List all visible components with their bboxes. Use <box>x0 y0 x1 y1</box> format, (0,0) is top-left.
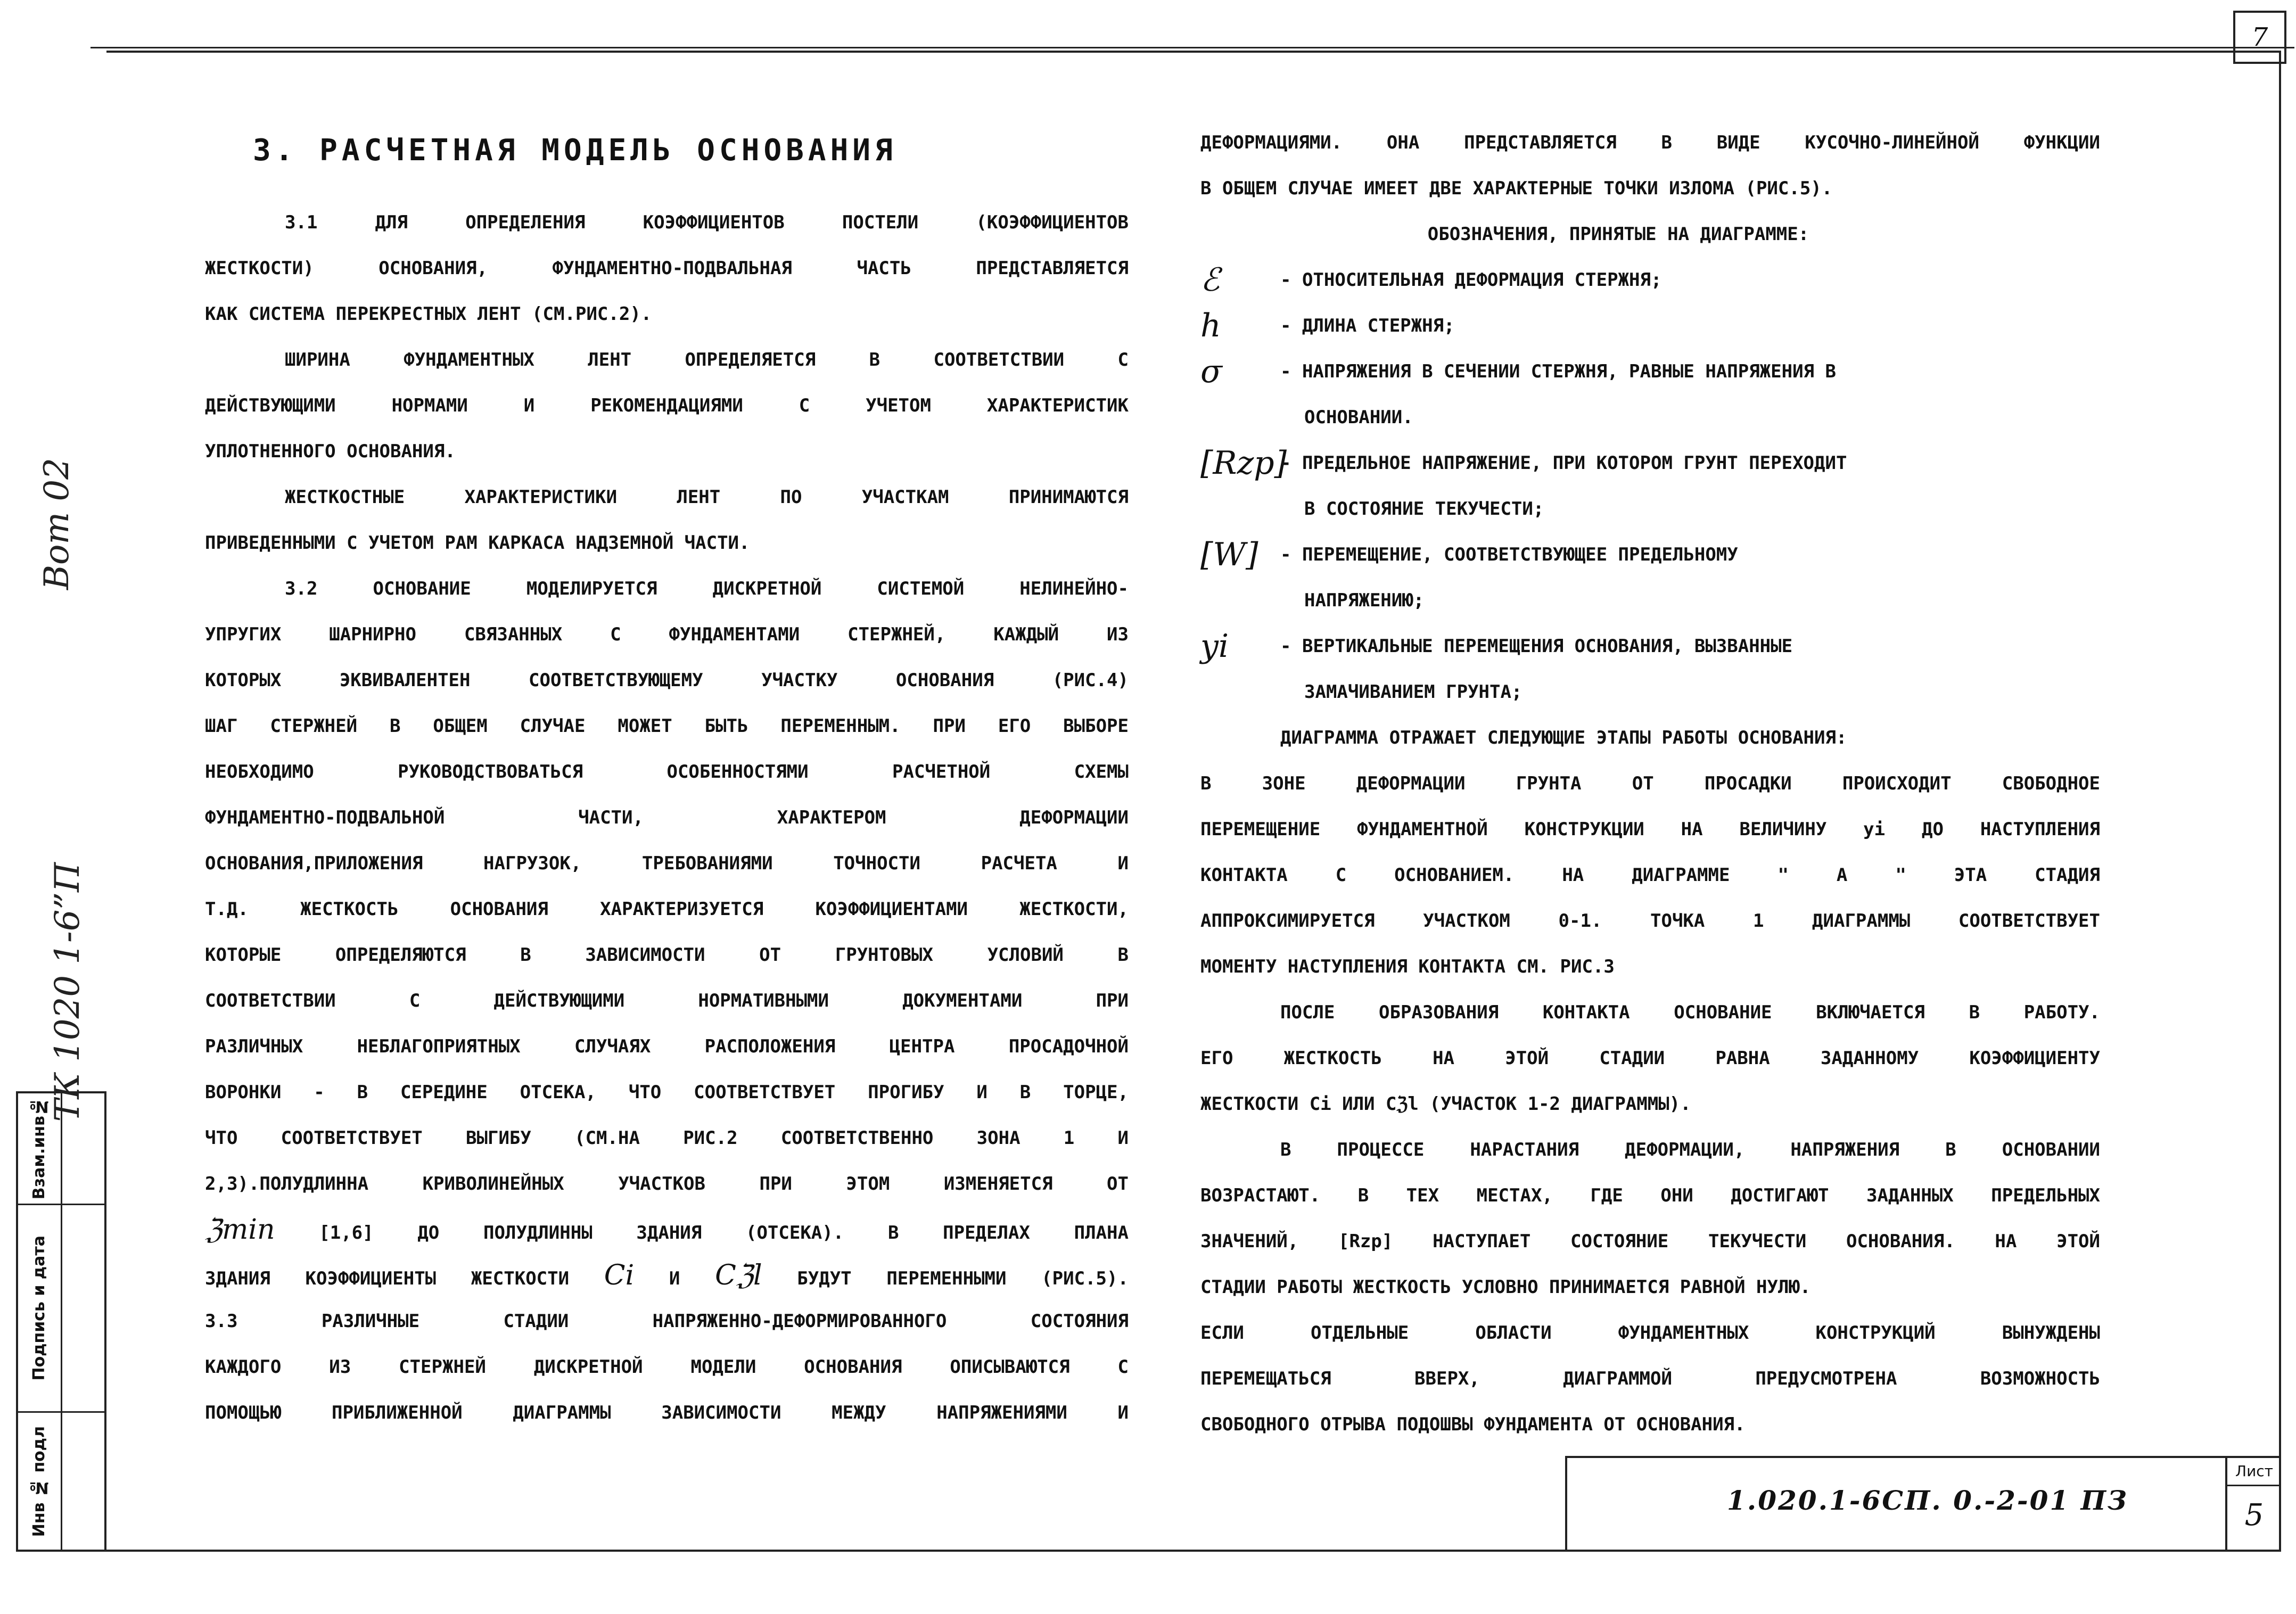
ci-symbol: Ci <box>604 1259 635 1291</box>
rmin-text: [1,6] ДО ПОЛУДЛИННЫ ЗДАНИЯ (ОТСЕКА). В ПРЕДЕЛАХ ПЛАНА <box>319 1222 1129 1244</box>
text-line: УПРУГИХ ШАРНИРНО СВЯЗАННЫХ С ФУНДАМЕНТАМИ СТЕРЖНЕЙ, КАЖДЫЙ ИЗ <box>205 624 1129 645</box>
text-line: ЕСЛИ ОТДЕЛЬНЫЕ ОБЛАСТИ ФУНДАМЕНТНЫХ КОНСТРУКЦИЙ ВЫНУЖДЕНЫ <box>1200 1322 2100 1344</box>
text-line: 3.3 РАЗЛИЧНЫЕ СТАДИИ НАПРЯЖЕННО-ДЕФОРМИРОВАННОГО СОСТОЯНИЯ <box>205 1311 1129 1332</box>
text-line: ПЕРЕМЕЩЕНИЕ ФУНДАМЕНТНОЙ КОНСТРУКЦИИ НА ВЕЛИЧИНУ yi ДО НАСТУПЛЕНИЯ <box>1200 819 2100 840</box>
text-line: ЧТО СООТВЕТСТВУЕТ ВЫГИБУ (СМ.НА РИС.2 СООТВЕТСТВЕННО ЗОНА 1 И <box>205 1127 1129 1149</box>
text-line: КОТОРЫХ ЭКВИВАЛЕНТЕН СООТВЕТСТВУЮЩЕМУ УЧАСТКУ ОСНОВАНИЯ (РИС.4) <box>205 670 1129 691</box>
right-paragraphs <box>1200 715 2100 1447</box>
legend-text: - ОТНОСИТЕЛЬНАЯ ДЕФОРМАЦИЯ СТЕРЖНЯ; <box>1280 269 1662 291</box>
text-line: 3.1 ДЛЯ ОПРЕДЕЛЕНИЯ КОЭФФИЦИЕНТОВ ПОСТЕЛИ (КОЭФФИЦИЕНТОВ <box>285 212 1129 233</box>
stamp-label-signature: Подпись и дата <box>30 1236 49 1381</box>
ci-conjunction: И <box>669 1268 680 1289</box>
left-paragraphs <box>205 200 1129 1207</box>
legend-row <box>1200 440 2100 486</box>
text-line: МОМЕНТУ НАСТУПЛЕНИЯ КОНТАКТА СМ. РИС.3 <box>1200 956 1615 977</box>
title-block <box>1565 1456 2281 1552</box>
text-line: ЖЕСТКОСТНЫЕ ХАРАКТЕРИСТИКИ ЛЕНТ ПО УЧАСТКАМ ПРИНИМАЮТСЯ <box>285 487 1129 508</box>
notation-legend <box>1200 257 2100 715</box>
text-line: ШИРИНА ФУНДАМЕНТНЫХ ЛЕНТ ОПРЕДЕЛЯЕТСЯ В СООТВЕТСТВИИ С <box>285 349 1129 370</box>
top-border-line <box>90 47 2294 48</box>
legend-row <box>1200 349 2100 394</box>
text-line: ДЕЙСТВУЮЩИМИ НОРМАМИ И РЕКОМЕНДАЦИЯМИ С УЧЕТОМ ХАРАКТЕРИСТИК <box>205 395 1129 416</box>
rmin-line <box>205 1207 1129 1253</box>
text-line: КОТОРЫЕ ОПРЕДЕЛЯЮТСЯ В ЗАВИСИМОСТИ ОТ ГРУНТОВЫХ УСЛОВИЙ В <box>205 944 1129 966</box>
text-line: АППРОКСИМИРУЕТСЯ УЧАСТКОМ 0-1. ТОЧКА 1 ДИАГРАММЫ СООТВЕТСТВУЕТ <box>1200 910 2100 932</box>
margin-note-upper: Вот 02 <box>37 458 77 590</box>
legend-text: - ДЛИНА СТЕРЖНЯ; <box>1280 315 1455 336</box>
legend-text: - ВЕРТИКАЛЬНЫЕ ПЕРЕМЕЩЕНИЯ ОСНОВАНИЯ, ВЫЗВАННЫЕ <box>1280 636 1793 657</box>
text-line: ПОМОЩЬЮ ПРИБЛИЖЕННОЙ ДИАГРАММЫ ЗАВИСИМОСТИ МЕЖДУ НАПРЯЖЕНИЯМИ И <box>205 1402 1129 1423</box>
stamp-col-2 <box>62 1093 105 1550</box>
text-line: СООТВЕТСТВИИ С ДЕЙСТВУЮЩИМИ НОРМАТИВНЫМИ ДОКУМЕНТАМИ ПРИ <box>205 990 1129 1011</box>
text-line: ОСНОВАНИЯ,ПРИЛОЖЕНИЯ НАГРУЗОК, ТРЕБОВАНИЯМИ ТОЧНОСТИ РАСЧЕТА И <box>205 853 1129 874</box>
legend-symbol: yi <box>1200 628 1229 665</box>
stamp-label-inventory: Инв № подл <box>30 1426 49 1537</box>
legend-row <box>1200 257 2100 303</box>
stamp-label-replace: Взам.инв№ <box>30 1097 49 1200</box>
text-line: 2,3).ПОЛУДЛИННА КРИВОЛИНЕЙНЫХ УЧАСТКОВ ПРИ ЭТОМ ИЗМЕНЯЕТСЯ ОТ <box>205 1173 1129 1195</box>
legend-symbol: [Rzp] <box>1200 444 1287 482</box>
text-line: ШАГ СТЕРЖНЕЙ В ОБЩЕМ СЛУЧАЕ МОЖЕТ БЫТЬ ПЕРЕМЕННЫМ. ПРИ ЕГО ВЫБОРЕ <box>205 715 1129 737</box>
legend-continuation: ОСНОВАНИИ. <box>1304 407 1413 428</box>
legend-symbol: [W] <box>1200 536 1258 573</box>
ci-line <box>205 1253 1129 1298</box>
text-line: ЖЕСТКОСТИ Ci ИЛИ Cℨl (УЧАСТОК 1-2 ДИАГРАММЫ). <box>1200 1093 1691 1115</box>
right-text-column <box>1200 120 2100 1447</box>
text-line: ПРИВЕДЕННЫМИ С УЧЕТОМ РАМ КАРКАСА НАДЗЕМНОЙ ЧАСТИ. <box>205 532 750 554</box>
text-line: Т.Д. ЖЕСТКОСТЬ ОСНОВАНИЯ ХАРАКТЕРИЗУЕТСЯ КОЭФФИЦИЕНТАМИ ЖЕСТКОСТИ, <box>205 899 1129 920</box>
document-code: 1.020.1-6СП. 0.-2-01 ПЗ <box>1727 1485 2128 1516</box>
right-intro <box>1200 120 2100 211</box>
legend-row <box>1200 532 2100 578</box>
legend-symbol: h <box>1200 307 1221 344</box>
stamp-col-1 <box>18 1093 62 1550</box>
sheet-box <box>2225 1458 2281 1552</box>
legend-symbol: σ <box>1200 353 1222 390</box>
ci-line-start: ЗДАНИЯ КОЭФФИЦИЕНТЫ ЖЕСТКОСТИ <box>205 1268 570 1289</box>
czl-symbol: Cℨl <box>715 1259 762 1291</box>
text-line: СВОБОДНОГО ОТРЫВА ПОДОШВЫ ФУНДАМЕНТА ОТ ОСНОВАНИЯ. <box>1200 1414 1746 1435</box>
notation-heading: ОБОЗНАЧЕНИЯ, ПРИНЯТЫЕ НА ДИАГРАММЕ: <box>1427 224 1809 245</box>
left-stamp-table <box>16 1091 106 1552</box>
legend-text: - НАПРЯЖЕНИЯ В СЕЧЕНИИ СТЕРЖНЯ, РАВНЫЕ НАПРЯЖЕНИЯ В <box>1280 361 1836 382</box>
legend-text: - ПЕРЕМЕЩЕНИЕ, СООТВЕТСТВУЮЩЕЕ ПРЕДЕЛЬНОМУ <box>1280 544 1738 565</box>
text-line: РАЗЛИЧНЫХ НЕБЛАГОПРИЯТНЫХ СЛУЧАЯХ РАСПОЛОЖЕНИЯ ЦЕНТРА ПРОСАДОЧНОЙ <box>205 1036 1129 1057</box>
margin-note-lower: ТК 1020 1-6”П <box>48 862 87 1122</box>
text-line: СТАДИИ РАБОТЫ ЖЕСТКОСТЬ УСЛОВНО ПРИНИМАЕТСЯ РАВНОЙ НУЛЮ. <box>1200 1277 1811 1298</box>
legend-text: - ПРЕДЕЛЬНОЕ НАПРЯЖЕНИЕ, ПРИ КОТОРОМ ГРУНТ ПЕРЕХОДИТ <box>1280 452 1847 474</box>
text-line: В ОБЩЕМ СЛУЧАЕ ИМЕЕТ ДВЕ ХАРАКТЕРНЫЕ ТОЧКИ ИЗЛОМА (РИС.5). <box>1200 178 1833 199</box>
legend-continuation: В СОСТОЯНИЕ ТЕКУЧЕСТИ; <box>1304 498 1544 520</box>
legend-continuation: НАПРЯЖЕНИЮ; <box>1304 590 1425 611</box>
text-line: ФУНДАМЕНТНО-ПОДВАЛЬНОЙ ЧАСТИ, ХАРАКТЕРОМ ДЕФОРМАЦИИ <box>205 807 1129 828</box>
text-line: В ЗОНЕ ДЕФОРМАЦИИ ГРУНТА ОТ ПРОСАДКИ ПРОИСХОДИТ СВОБОДНОЕ <box>1200 773 2100 794</box>
text-line: В ПРОЦЕССЕ НАРАСТАНИЯ ДЕФОРМАЦИИ, НАПРЯЖЕНИЯ В ОСНОВАНИИ <box>1280 1139 2100 1160</box>
text-line: НЕОБХОДИМО РУКОВОДСТВОВАТЬСЯ ОСОБЕННОСТЯМИ РАСЧЕТНОЙ СХЕМЫ <box>205 761 1129 783</box>
text-line: ПЕРЕМЕЩАТЬСЯ ВВЕРХ, ДИАГРАММОЙ ПРЕДУСМОТРЕНА ВОЗМОЖНОСТЬ <box>1200 1368 2100 1389</box>
text-line: ЕГО ЖЕСТКОСТЬ НА ЭТОЙ СТАДИИ РАВНА ЗАДАННОМУ КОЭФФИЦИЕНТУ <box>1200 1048 2100 1069</box>
page-number-top: 7 <box>2233 11 2286 64</box>
left-text-column <box>205 133 1129 1436</box>
text-line: КАЖДОГО ИЗ СТЕРЖНЕЙ ДИСКРЕТНОЙ МОДЕЛИ ОСНОВАНИЯ ОПИСЫВАЮТСЯ С <box>205 1356 1129 1378</box>
text-line: ВОРОНКИ - В СЕРЕДИНЕ ОТСЕКА, ЧТО СООТВЕТСТВУЕТ ПРОГИБУ И В ТОРЦЕ, <box>205 1082 1129 1103</box>
rmin-symbol: ℨmin <box>205 1214 275 1246</box>
text-line: 3.2 ОСНОВАНИЕ МОДЕЛИРУЕТСЯ ДИСКРЕТНОЙ СИСТЕМОЙ НЕЛИНЕЙНО- <box>285 578 1129 599</box>
text-line: УПЛОТНЕННОГО ОСНОВАНИЯ. <box>205 441 456 462</box>
ci-line-end: БУДУТ ПЕРЕМЕННЫМИ (РИС.5). <box>797 1268 1129 1289</box>
text-line: ВОЗРАСТАЮТ. В ТЕХ МЕСТАХ, ГДЕ ОНИ ДОСТИГАЮТ ЗАДАННЫХ ПРЕДЕЛЬНЫХ <box>1200 1185 2100 1206</box>
text-line: КОНТАКТА С ОСНОВАНИЕМ. НА ДИАГРАММЕ " А " ЭТА СТАДИЯ <box>1200 864 2100 886</box>
legend-row <box>1200 623 2100 669</box>
text-line: ДЕФОРМАЦИЯМИ. ОНА ПРЕДСТАВЛЯЕТСЯ В ВИДЕ КУСОЧНО-ЛИНЕЙНОЙ ФУНКЦИИ <box>1200 132 2100 153</box>
legend-row <box>1200 303 2100 349</box>
text-line: ПОСЛЕ ОБРАЗОВАНИЯ КОНТАКТА ОСНОВАНИЕ ВКЛЮЧАЕТСЯ В РАБОТУ. <box>1280 1002 2100 1023</box>
sheet-number: 5 <box>2244 1498 2264 1533</box>
text-line: ЗНАЧЕНИЙ, [Rzp] НАСТУПАЕТ СОСТОЯНИЕ ТЕКУЧЕСТИ ОСНОВАНИЯ. НА ЭТОЙ <box>1200 1231 2100 1252</box>
text-line: ДИАГРАММА ОТРАЖАЕТ СЛЕДУЮЩИЕ ЭТАПЫ РАБОТЫ ОСНОВАНИЯ: <box>1280 727 1847 748</box>
sheet-label: Лист <box>2227 1458 2281 1486</box>
legend-continuation: ЗАМАЧИВАНИЕМ ГРУНТА; <box>1304 681 1523 703</box>
text-line: КАК СИСТЕМА ПЕРЕКРЕСТНЫХ ЛЕНТ (СМ.РИС.2). <box>205 303 652 325</box>
legend-symbol: ℰ <box>1200 261 1220 299</box>
text-line: ЖЕСТКОСТИ) ОСНОВАНИЯ, ФУНДАМЕНТНО-ПОДВАЛЬНАЯ ЧАСТЬ ПРЕДСТАВЛЯЕТСЯ <box>205 258 1129 279</box>
section-title: 3. РАСЧЕТНАЯ МОДЕЛЬ ОСНОВАНИЯ <box>253 133 897 168</box>
left-tail-paragraph <box>205 1298 1129 1436</box>
